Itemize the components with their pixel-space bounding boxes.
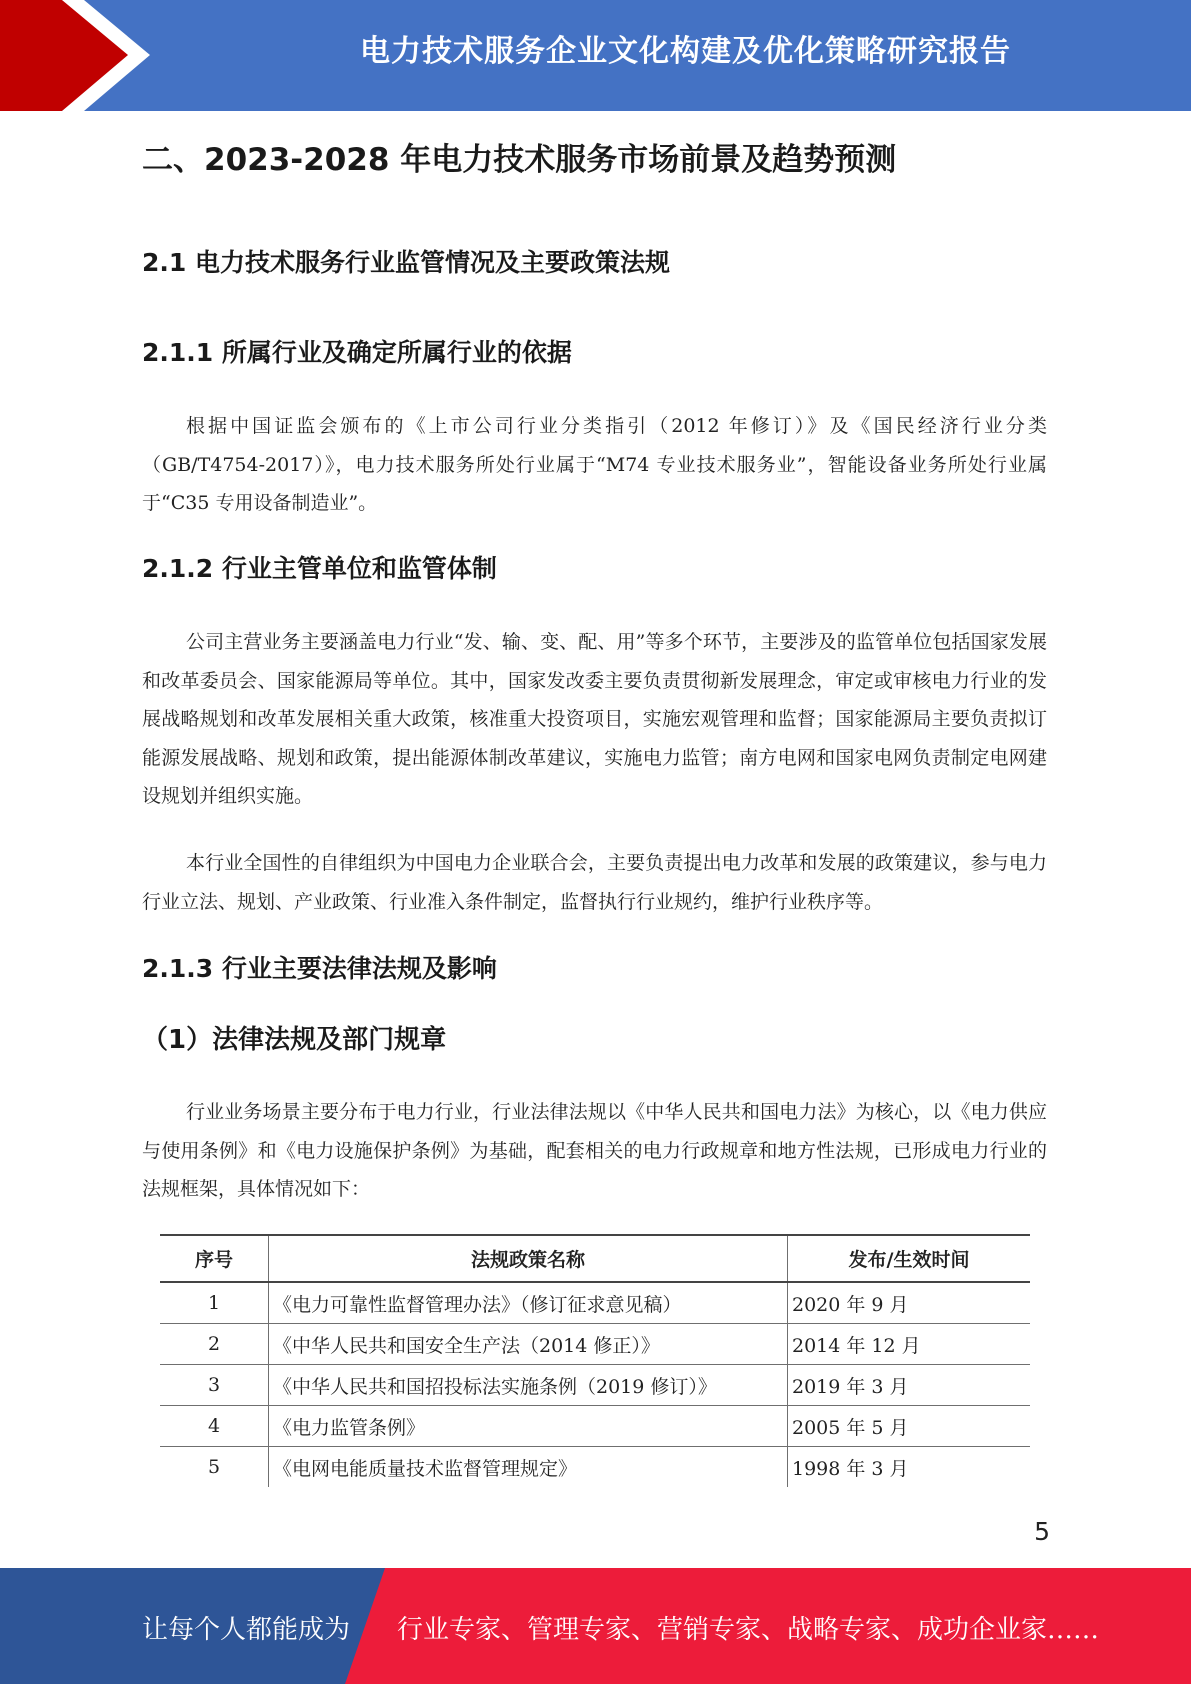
table-cell-date: 1998 年 3 月: [792, 1457, 909, 1480]
paragraph-industry-classification: 根据中国证监会颁布的《上市公司行业分类指引（2012 年修订）》及《国民经济行业分类（GB/T4754-2017）》，电力技术服务所处行业属于“M74 专业技术服务业”，智能设备业务所处行业属于“C35 专用设备制造业”。: [142, 415, 1047, 514]
table-row: [160, 1365, 1030, 1406]
table-cell-index: 5: [160, 1447, 269, 1488]
paragraph-legal-framework: 行业业务场景主要分布于电力行业，行业法律法规以《中华人民共和国电力法》为核心，以《电力供应与使用条例》和《电力设施保护条例》为基础，配套相关的电力行政规章和地方性法规，已形成电力行业的法规框架，具体情况如下：: [142, 1101, 1047, 1200]
footer-slogan-left: 让每个人都能成为: [142, 1615, 351, 1645]
table-row: [160, 1447, 1030, 1488]
paragraph-regulators: 公司主营业务主要涵盖电力行业“发、输、变、配、用”等多个环节，主要涉及的监管单位包括国家发展和改革委员会、国家能源局等单位。其中，国家发改委主要负责贯彻新发展理念，审定或审核电力行业的发展战略规划和改革发展相关重大政策，核准重大投资项目，实施宏观管理和监督；国家能源局主要负责拟订能源发展战略、规划和政策，提出能源体制改革建议，实施电力监管；南方电网和国家电网负责制定电网建设规划并组织实施。: [142, 631, 1047, 807]
section-heading-2-1-1: 2.1.1 所属行业及确定所属行业的依据: [142, 338, 572, 367]
table-row: [160, 1406, 1030, 1447]
paragraph-self-regulation: 本行业全国性的自律组织为中国电力企业联合会，主要负责提出电力改革和发展的政策建议，参与电力行业立法、规划、产业政策、行业准入条件制定，监督执行行业规约，维护行业秩序等。: [142, 852, 1047, 913]
table-cell-date: 2020 年 9 月: [788, 1282, 1031, 1324]
column-header-date: 发布/生效时间: [788, 1235, 1031, 1282]
table-cell-law-name: 《中华人民共和国安全生产法（2014 修正）》: [269, 1324, 788, 1365]
table-header-row: [160, 1235, 1030, 1282]
laws-table: [160, 1234, 1030, 1487]
table-cell-law-name: 《电网电能质量技术监督管理规定》: [269, 1447, 788, 1488]
document-title: 电力技术服务企业文化构建及优化策略研究报告: [360, 34, 1011, 69]
section-heading-2-1-2: 2.1.2 行业主管单位和监管体制: [142, 554, 497, 583]
subheading-laws-regulations: （1）法律法规及部门规章: [142, 1025, 447, 1055]
table-cell-index: 3: [160, 1365, 269, 1406]
table-cell-law-name: 《电力监管条例》: [269, 1406, 788, 1447]
table-row: [160, 1282, 1030, 1324]
footer-slogan-right: 行业专家、管理专家、营销专家、战略专家、成功企业家……: [397, 1615, 1100, 1645]
table-cell-index: 2: [160, 1324, 269, 1365]
header-banner: [0, 0, 1191, 111]
table-cell-date: 2005 年 5 月: [788, 1406, 1031, 1447]
column-header-index: 序号: [160, 1235, 269, 1282]
table-row: [160, 1324, 1030, 1365]
table-cell-index: 1: [160, 1282, 269, 1324]
column-header-law-name: 法规政策名称: [269, 1235, 788, 1282]
table-cell-law-name: 《电力可靠性监督管理办法》（修订征求意见稿）: [269, 1282, 788, 1324]
table-cell-law-name: 《中华人民共和国招投标法实施条例（2019 修订）》: [269, 1365, 788, 1406]
section-heading-2-1-3: 2.1.3 行业主要法律法规及影响: [142, 954, 497, 983]
table-cell-date: 2019 年 3 月: [788, 1365, 1031, 1406]
page-number: 5: [1034, 1517, 1050, 1546]
table-cell-index: 4: [160, 1406, 269, 1447]
chapter-title: 二、2023-2028 年电力技术服务市场前景及趋势预测: [142, 142, 897, 178]
section-heading-2-1: 2.1 电力技术服务行业监管情况及主要政策法规: [142, 248, 670, 277]
footer-banner: [0, 1568, 1191, 1684]
table-cell-date: 2014 年 12 月: [788, 1324, 1031, 1365]
